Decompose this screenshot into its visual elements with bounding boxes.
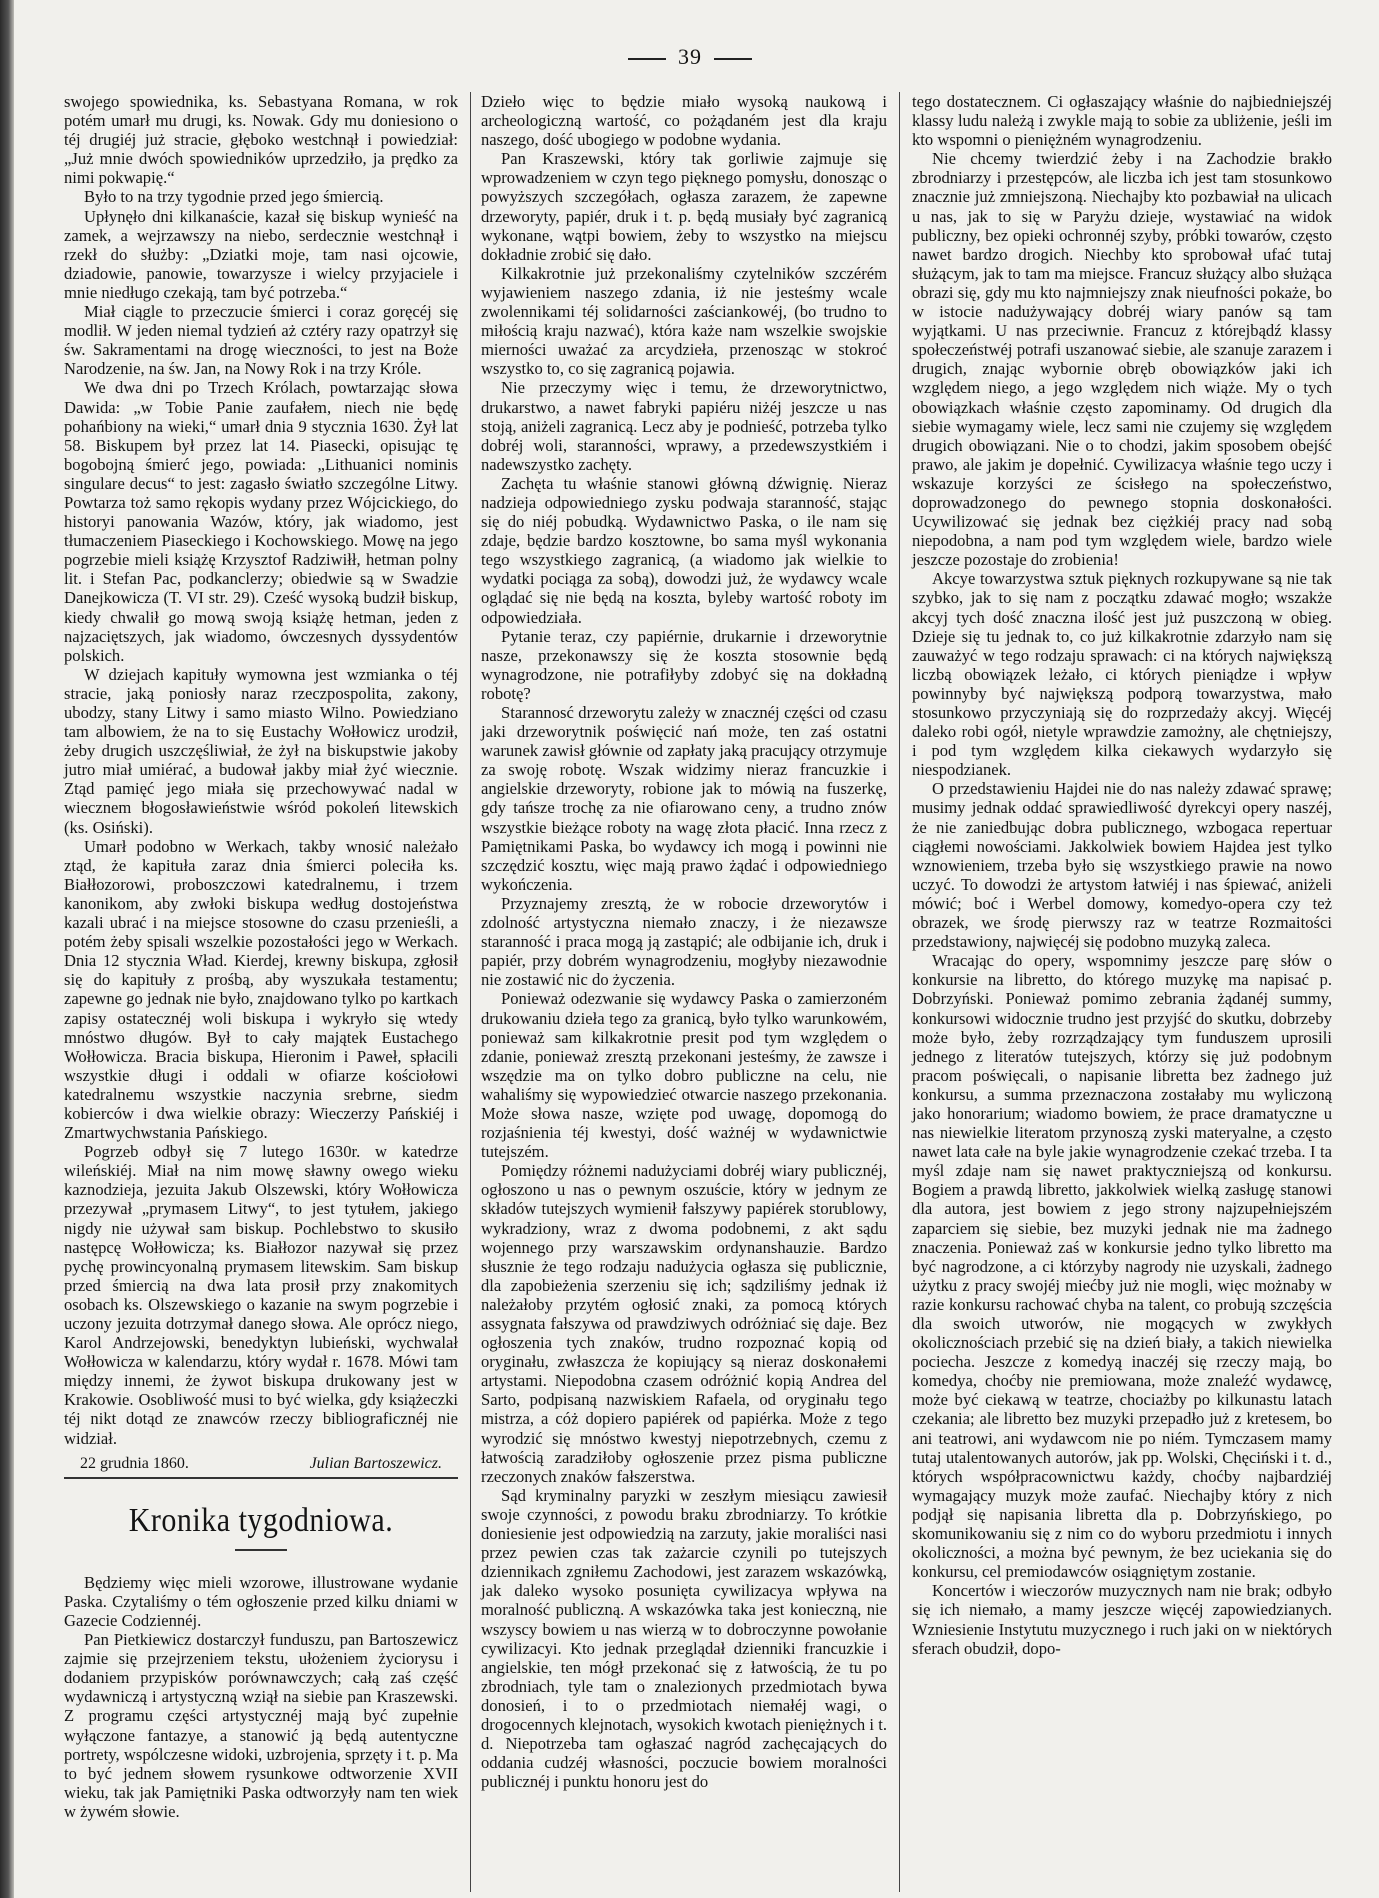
column-3: [912, 92, 1332, 1658]
paragraph: Zachęta tu właśnie stanowi główną dźwignię. Nieraz nadzieja odpowiedniego zysku podwaja staranność, stając się do niéj pobudką. Wydawnictwo Paska, o ile nam się zdaje, będzie bardzo kosztowne, bo sama myśl wykonania tego wszystkiego zagranicą, (a wiadomo jak wielkie to wydatki pociąga za sobą), dowodzi już, że wydawcy wcale oglądać się nie będą na koszta, byleby wartość roboty im odpowiedziała.: [481, 473, 887, 627]
paragraph: Pan Kraszewski, który tak gorliwie zajmuje się wprowadzeniem w czyn tego pięknego pomysłu, donosząc o powyższych szczegółach, ogłasza zarazem, że zapewne drzeworyty, papiér, druk i t. p. będą musiały być zagranicą wykonane, wątpi bowiem, żeby to wszystko na miejscu dokładnie zrobić się dało.: [481, 149, 887, 264]
paragraph: O przedstawieniu Hajdei nie do nas należy zdawać sprawę; musimy jednak oddać sprawiedliwość dyrekcyi opery naszéj, że nie zaniedbując dobra publicznego, wzbogaca repertuar ciągłemi nowościami. Jakkolwiek bowiem Hajdea jest tylko wznowieniem, trzeba było się wszystkiego prawie na nowo uczyć. To dowodzi że artystom łatwiéj i nas śpiewać, aniżeli mówić; boć i Werbel domowy, komedyo-opera czy też obrazek, we środę pierwszy raz w teatrze Rozmaitości przedstawiony, najwięcéj się podobno muzyką zaleca.: [912, 779, 1332, 952]
paragraph: Nie przeczymy więc i temu, że drzeworytnictwo, drukarstwo, a nawet fabryki papiéru niżéj jeszcze u nas stoją, aniżeli zagranicą. Lecz aby je podnieść, potrzeba tylko dobréj woli, staranności, wprawy, a przedewszystkiém i nadewszystko zachęty.: [481, 378, 887, 474]
paragraph: Miał ciągle to przeczucie śmierci i coraz goręcéj się modlił. W jeden niemal tydzień aż cztéry razy opatrzył się św. Sakramentami na drogę wieczności, to jest na Boże Narodzenie, na św. Jan, na Nowy Rok i na trzy Króle.: [64, 302, 458, 379]
paragraph: We dwa dni po Trzech Królach, powtarzając słowa Dawida: „w Tobie Panie zaufałem, niech nie będę pohańbiony na wieki,“ umarł dnia 9 stycznia 1630. Żył lat 58. Biskupem był przez lat 14. Piasecki, opisując tę bogobojną śmierć jego, powiada: „Lithuanici nominis singulare decus“ to jest: zagasło światło szczególne Litwy. Powtarza toż samo rękopis wydany przez Wójcickiego, do historyi panowania Wazów, który, jak wiadomo, jest tłumaczeniem Piaseckiego i Kochowskiego. Mowę na jego pogrzebie mieli książę Krzysztof Radziwiłł, hetman polny lit. i Stefan Pac, podkanclerzy; obiedwie są w Swadzie Danejkowicza (T. VI str. 29). Cześć wysoką budził biskup, kiedy chwalił go mową swoją książę hetman, jeden z najzaciętszych, jak wiadomo, ówczesnych dyssydentów polskich.: [64, 378, 458, 665]
title-underline: [235, 1549, 287, 1551]
paragraph: Umarł podobno w Werkach, takby wnosić należało ztąd, że kapituła zaraz dnia śmierci poleciła ks. Białłozorowi, proboszczowi katedralnemu, i trzem kanonikom, aby zwłoki biskupa według dostojeństwa kazali ubrać i na miejsce stosowne do czasu przenieśli, a potém żeby spisali wszelkie pozostałości jego w Werkach. Dnia 12 stycznia Wład. Kierdej, krewny biskupa, zgłosił się do kapituły z prośbą, aby wyszukała testamentu; zapewne go jednak nie było, znajdowano tylko po kartkach zapisy ostatecznéj woli biskupa i wykryło się wtedy mnóstwo długów. Był to cały majątek Eustachego Wołłowicza. Bracia biskupa, Hieronim i Paweł, spłacili wszystkie długi i oddali w ofiarze kościołowi katedralnemu wszystkie naczynia srebrne, siedm kobierców i dwa wielkie obrazy: Wieczerzy Pańskiéj i Zmartwychwstania Pańskiego.: [64, 836, 458, 1143]
section-title: Kronika tygodniowa.: [128, 1501, 394, 1539]
paragraph: Upłynęło dni kilkanaście, kazał się biskup wynieść na zamek, a wejrzawszy na niebo, serdecznie westchnął i rzekł do służby: „Dziatki moje, tam nasi ojcowie, dziadowie, panowie, towarzysze i wielcy przyjaciele i mnie niedługo czekają, tam być potrzeba.“: [64, 206, 458, 302]
paragraph: Było to na trzy tygodnie przed jego śmiercią.: [84, 187, 384, 207]
paragraph: Pytanie teraz, czy papiérnie, drukarnie i drzeworytnie nasze, przekonawszy się że koszta stosownie będą wynagrodzone, nie potrafiłyby zdobyć się na dokładną robotę?: [481, 626, 887, 703]
column-1: [64, 92, 458, 1821]
signature-author: Julian Bartoszewicz.: [309, 1454, 442, 1472]
section-divider: [64, 1477, 458, 1479]
paragraph: W dziejach kapituły wymowna jest wzmianka o téj stracie, jaką poniosły naraz rzeczpospolita, zakony, ubodzy, stany Litwy i samo miasto Wilno. Powiedziano tam albowiem, że na to się Eustachy Wołłowicz urodził, żeby drugich uszczęśliwiał, że żył na biskupstwie jakoby jutro miał umiérać, a budował jakby miał żyć wiecznie. Ztąd pamięć jego miała się przechowywać nadal w wiecznem błogosławieństwie wśród pokoleń litewskich (ks. Osiński).: [64, 664, 458, 837]
paragraph: Pan Pietkiewicz dostarczył funduszu, pan Bartoszewicz zajmie się przejrzeniem tekstu, ułożeniem życiorysu i dodaniem przypisków porównawczych; całą zaś część wydawniczą i artystyczną wziął na siebie pan Kraszewski. Z programu części artystycznéj mają być zupełnie wyłączone fantazye, a stanowić ją będą autentyczne portrety, wspólczesne widoki, uzbrojenia, sprzęty i t. p. Ma to być jednem słowem rysunkowe odtworzenie XVII wieku, tak jak Pamiętniki Paska odtworzyły nam ten wiek w żywém słowie.: [64, 1630, 458, 1821]
paragraph: Akcye towarzystwa sztuk pięknych rozkupywane są nie tak szybko, jak to się nam z początku zdawać mogło; wszakże akcyj tych dość znaczna ilość jest już puszczoną w obieg. Dzieje się tu jednak to, co już kilkakrotnie zdarzyło nam się zauważyć w tego rodzaju sprawach: ci na których największą liczbą obowiązek leżało, ci których pieniądze i wpływ powinnyby być największą podporą towarzystwa, mało stosunkowo przyczyniają się do rozprzedaży akcyj. Więcéj daleko robi ogół, nietyle wprawdzie zamożny, ale chętniejszy, i pod tym względem kilka ciekawych wydarzyło się niespodzianek.: [912, 569, 1332, 780]
paragraph: Starannosć drzeworytu zależy w znacznéj części od czasu jaki drzeworytnik poświęcić nań może, ten zaś ostatni warunek zawisł głównie od zapłaty jaką pracujący otrzymuje za swoję robotę. Wszak widzimy nieraz francuzkie i angielskie drzeworyty, robione jak to mówią na fuszerkę, gdy tańsze trochę za nie ofiarowano ceny, a trudno znów wszystkie bieżące roboty na wagę złota płacić. Inna rzecz z Pamiętnikami Paska, bo wydawcy ich mogą i powinni nie szczędzić kosztu, więc mają prawo żądać i odpowiedniego wykończenia.: [481, 703, 887, 894]
page-edge-shadow: [0, 0, 14, 1898]
paragraph: tego dostatecznem. Ci ogłaszający właśnie do najbiedniejszéj klassy ludu należą i zwykle mają to sobie za ubliżenie, jeśli im kto wspomni o pieniężném wynagrodzeniu.: [912, 92, 1332, 150]
paragraph: swojego spowiednika, ks. Sebastyana Romana, w rok potém umarł mu drugi, ks. Nowak. Gdy mu doniesiono o téj drugiéj już stracie, głęboko westchnął i powiedział: „Już mnie dwóch spowiedników uprzedziło, ja prędko za nimi pokwapię.“: [64, 92, 458, 188]
paragraph: Przyznajemy zresztą, że w robocie drzeworytów i zdolność artystyczna niemało znaczy, i że niezawsze staranność i praca mogą ją zastąpić; ale odbijanie ich, druk i papiér, przy dobrém wynagrodzeniu, mogłyby niezawodnie nie zostawić nic do życzenia.: [481, 893, 887, 990]
paragraph: Pomiędzy różnemi nadużyciami dobréj wiary publicznéj, ogłoszono u nas o pewnym oszuście, który w jednym ze składów tutejszych wymienił fałszywy papiérek storublowy, wykradziony, wraz z dwoma podobnemi, z akt sądu wojennego przy warszawskim ordynanshauzie. Bardzo słusznie że tego rodzaju nadużycia ogłasza się publicznie, dla zapobieżenia szerzeniu się ich; sądziliśmy jednak iż należałoby przytém ogłosić znaki, za pomocą których assygnata fałszywa od prawdziwych odróżniać się daje. Bez ogłoszenia tych znaków, trudno rozpoznać kopią od oryginału, zwłaszcza że kopiujący są nieraz doskonałemi artystami. Niepodobna czasem odróżnić kopią Andrea del Sarto, podpisaną nazwiskiem Rafaela, od oryginału tego mistrza, a cóż dopiero papiérek od papiérka. Może z tego wyrodzić się mnóstwo kwestyj niepotrzebnych, czemu z łatwością zaradziłoby ogłoszenie przez pisma publiczne rzeczonych znaków fałszerstwa.: [481, 1161, 887, 1486]
paragraph: Koncertów i wieczorów muzycznych nam nie brak; odbyło się ich niemało, a mamy jeszcze więcéj zapowiedzianych. Wzniesienie Instytutu muzycznego i ruch jaki on w niektórych sferach obudził, dopo-: [912, 1581, 1332, 1658]
page-number: 39: [600, 44, 780, 70]
paragraph: Sąd kryminalny paryzki w zeszłym miesiącu zawiesił swoje czynności, z powodu braku zbrodniarzy. To krótkie doniesienie jest odpowiedzią na zarzuty, jakie moraliści nasi przez pewien czas tak zażarcie czynili po tutejszych dziennikach zgniłemu Zachodowi, jest zarazem wskazówką, jak daleko wysoko posunięta cywilizacya wpływa na moralność publiczną. A wskazówka taka jest konieczną, nie wszyscy bowiem u nas wierzą w to dobroczynne powołanie cywilizacyi. Kto jednak przeglądał dzienniki francuzkie i angielskie, ten mógł przekonać się z łatwością, że tu po zbrodniach, tyle tam o znalezionych przedmiotach bywa donosień, i to o przedmiotach niemałéj wagi, o drogocennych klejnotach, wysokich kwotach pieniężnych i t. d. Niepotrzeba tam ogłaszać nagród zachęcających do oddania cudzéj własności, poczucie bowiem moralności publicznéj i punktu honoru jest do: [481, 1485, 887, 1792]
paragraph: Będziemy więc mieli wzorowe, illustrowane wydanie Paska. Czytaliśmy o tém ogłoszenie przed kilku dniami w Gazecie Codziennéj.: [64, 1572, 458, 1630]
column-rule-right: [899, 92, 900, 1892]
paragraph: Dzieło więc to będzie miało wysoką naukową i archeologiczną wartość, co pożądaném jest dla kraju naszego, dość ubogiego w podobne wydania.: [481, 92, 887, 150]
column-2: [481, 92, 887, 1791]
column-rule-left: [470, 92, 471, 1892]
paragraph: Kilkakrotnie już przekonaliśmy czytelników szczérém wyjawieniem naszego zdania, iż nie jesteśmy wcale zwolennikami téj solidarności zaściankowéj, (bo trudno to miłością kraju nazwać), która każe nam wszelkie swojskie mierności uważać za arcydzieła, przenosząc w stokroć wszystko to, co się zagranicą pojawia.: [481, 263, 887, 379]
paragraph: Pogrzeb odbył się 7 lutego 1630r. w katedrze wileńskiéj. Miał na nim mowę sławny owego wieku kaznodzieja, jezuita Jakub Olszewski, który Wołłowicza przezywał „prymasem Litwy“, to jest tytułem, jakiego nigdy nie używał sam biskup. Pochlebstwo to skusiło następcę Wołłowicza; ks. Białłozor nazywał się przez pychę prowincyonalną prymasem litewskim. Sam biskup przed śmiercią na dwa lata prosił przy znakomitych osobach ks. Olszewskiego o kazanie na swym pogrzebie i uczony jezuita dotrzymał danego słowa. Ale oprócz niego, Karol Andrzejowski, benedyktyn lubieński, wychwalał Wołłowicza w kalendarzu, który wydał r. 1678. Mówi tam między innemi, że żywot biskupa drukowany jest w Krakowie. Osobliwość musi to być wielka, gdy książeczki téj nikt dotąd ze znawców rzeczy bibliograficznéj nie widział.: [64, 1142, 458, 1448]
article-signature: [64, 1454, 458, 1473]
signature-date: 22 grudnia 1860.: [80, 1454, 189, 1472]
paragraph: Wracając do opery, wspomnimy jeszcze parę słów o konkursie na libretto, do którego muzykę ma napisać p. Dobrzyński. Ponieważ pomimo zebrania żądanéj summy, konkursowi widocznie trudno jest przyjść do skutku, dobrzeby może było, żeby rozrządzający tym funduszem uprosili jednego z literatów tutejszych, którzy się już podobnym pracom poświęcali, o napisanie libretta bez żadnego już konkursu, a summa przeznaczona zostałaby mu wyliczoną jako honorarium; wiadomo bowiem, że prace dramatyczne u nas niewielkie literatom przynoszą zyski materyalne, a często nawet lata całe na byle jakie wynagrodzenie czekać trzeba. I ta myśl zdaje nam się nawet praktyczniejszą od konkursu. Bogiem a prawdą libretto, jakkolwiek wielką zasługę stanowi dla autora, jest bowiem z jego strony najzupełniejszém zaparciem się siebie, bez muzyki jednak nie ma żadnego znaczenia. Ponieważ zaś w konkursie jedno tylko libretto ma być nagrodzone, a ci którzyby nagrody nie uzyskali, żadnego użytku z pracy swojéj miećby już nie mogli, więc możnaby w razie konkursu rachować chyba na talent, co probują szczęścia dla swoich utworów, nie mogących w zwykłych okolicznościach przebić się na dzień biały, a takich niewielka pociecha. Jeszcze z komedyą inaczéj się rzeczy mają, bo komedya, choćby nie premiowana, może znaleźć wydawcę, może być ciekawą w teatrze, chociażby po kilkunastu latach czekania; ale libretto bez muzyki przepadło już z kretesem, bo ani teatrowi, ani wydawcom nie po niém. Tymczasem mamy tutaj utalentowanych autorów, jak pp. Wolski, Chęciński i t. d., których współpracownictwu każdy, choćby najbardziéj wymagający muzyk może zaufać. Niechajby który z nich podjął się napisania libretta dla p. Dobrzyńskiego, po skomunikowaniu się z nim co do wyboru przedmiotu i innych okoliczności, a można być pewnym, że bez uciekania się do konkursu, cel premiodawców osiągniętym zostanie.: [912, 951, 1332, 1582]
paragraph: Ponieważ odezwanie się wydawcy Paska o zamierzoném drukowaniu dzieła tego za granicą, było tylko warunkowém, ponieważ sam kilkakrotnie presit pod tym względem o zdanie, ponieważ zresztą przekonani jesteśmy, że zawsze i wszędzie ma on tylko dobro publiczne na celu, nie wahaliśmy się wypowiedzieć otwarcie naszego przekonania. Może słowa nasze, wzięte pod uwagę, dopomogą do rozjaśnienia téj kwestyi, dość ważnéj w wydawnictwie tutejszém.: [481, 989, 887, 1162]
paragraph: Nie chcemy twierdzić żeby i na Zachodzie brakło zbrodniarzy i przestępców, ale liczba ich jest tam stosunkowo znacznie już zmniejszoną. Niechajby kto pozbawiał na ulicach u nas, jak to się w Paryżu dzieje, wystawiać na widok publiczny, bez opieki ochronnéj szyby, próbki towarów, często nawet bardzo drogich. Niechby kto sprobował ufać tutaj służącym, jak to tam ma miejsce. Francuz służący albo służąca obrazi się, gdy mu kto najmniejszy znak nieufności pokaże, bo w istocie nadużywający dobréj wiary panów są tam wyjątkami. U nas przeciwnie. Francuz z którejbądź klassy społeczeństwéj potrafi uszanować siebie, ale szanuje zarazem i drugich, znając wybornie obręb obowiązków jaki ich względem niego, a jego względem nich wiąże. My o tych obowiązkach właśnie często zapominamy. Od drugich dla siebie wymagamy wiele, lecz sami nie czujemy się względem drugich obowiązani. Nie o to chodzi, jakim sposobem obejść prawo, ale jakim je dopełnić. Cywilizacya właśnie tego uczy i wskazuje korzyści ze ścisłego na społeczeństwo, doprowadzonego do pewnego stopnia doskonałości. Ucywilizować się jednak bez ciężkiéj pracy nad sobą niepodobna, a nam pod tym względem wiele, bardzo wiele jeszcze pozostaje do zrobienia!: [912, 149, 1332, 570]
